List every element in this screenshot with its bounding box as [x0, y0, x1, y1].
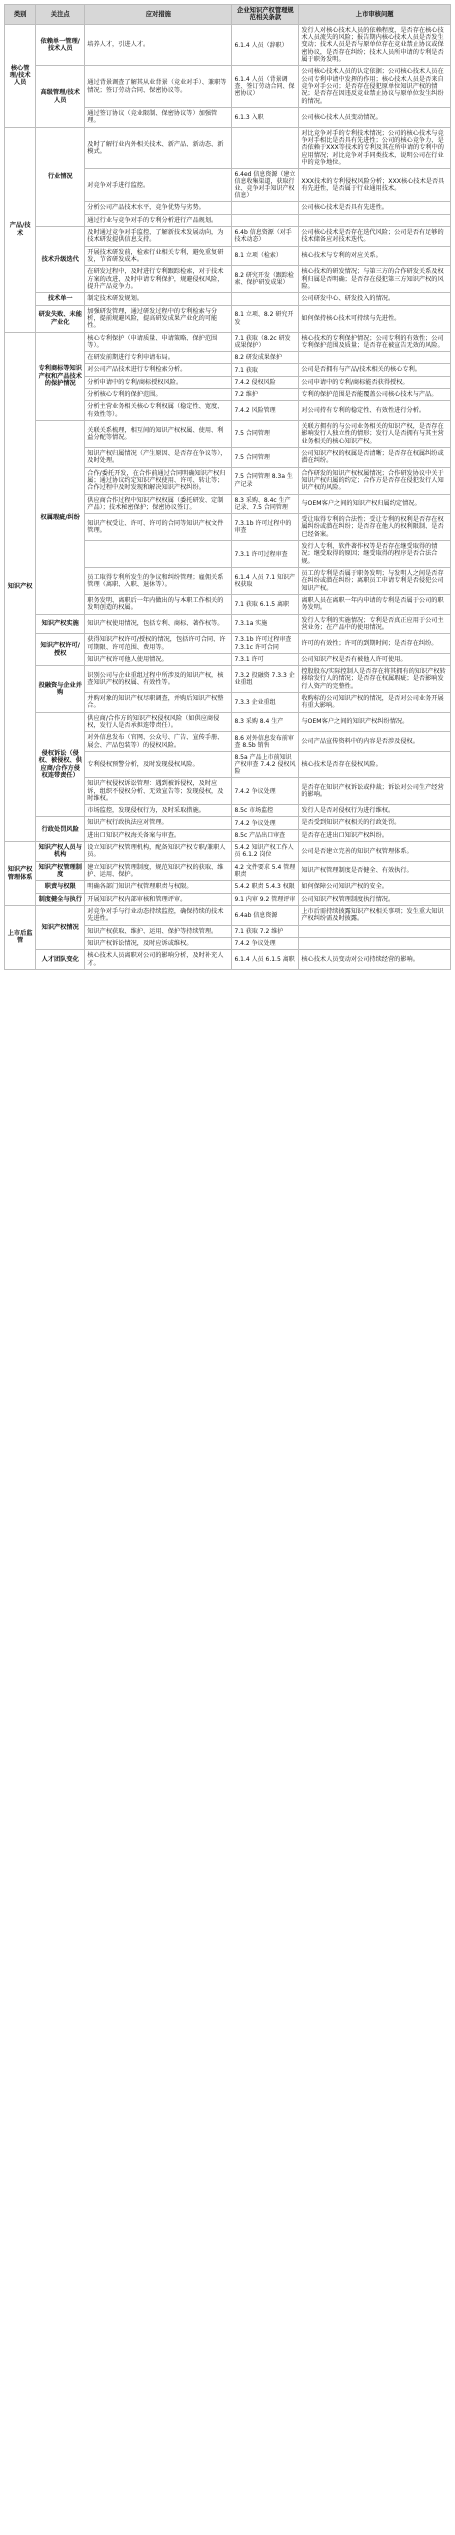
table-row — [5, 881, 451, 893]
measure-cell: 开展技术研发前，检索行业相关专利，避免重复研发，节省研发成本。 — [85, 246, 232, 266]
measure-cell: 市场监控，发现侵权行为，及时采取措施。 — [85, 805, 232, 817]
measure-cell: 供应商/合作方的知识产权侵权风险（如供应商侵权，发行人是否承担连带责任）。 — [85, 712, 232, 732]
measure-cell: 对竞争对手进行监控。 — [85, 169, 232, 202]
table-row — [5, 614, 451, 634]
table-row — [5, 66, 451, 108]
measure-cell: 合作/委托开发，在合作前通过合同明确知识产权归属；通过协议约定知识产权使用、许可、转让等；合作过程中及时发现和解决知识产权纠纷。 — [85, 467, 232, 494]
issue-cell: 如何保持核心技术可持续与先进性。 — [299, 305, 451, 332]
issue-cell: 是否存在知识产权诉讼或仲裁；诉讼对公司生产经营的影响。 — [299, 778, 451, 805]
measure-cell: 通过签订协议（竞业限制、保密协议等）加强管理。 — [85, 107, 232, 127]
measure-cell: 分析公司产品技术水平，竞争优势与劣势。 — [85, 202, 232, 214]
issue-cell: 核心技术与专利的对应关系。 — [299, 246, 451, 266]
clause-cell: 8.2 研发成果保护 — [232, 352, 299, 364]
focus-point-cell: 知识产权实施 — [36, 614, 85, 634]
clause-cell: 7.4.2 争议处理 — [232, 778, 299, 805]
category-cell: 核心管理/技术人员 — [5, 24, 36, 127]
issue-cell: 公司产品宣传资料中的内容是否涉及侵权。 — [299, 732, 451, 752]
issue-cell: 员工的专利是否属于职务发明；与发明人之间是否存在纠纷或潜在纠纷；离职员工申请专利是否侵犯公司知识产权。 — [299, 568, 451, 595]
table-row — [5, 905, 451, 925]
issue-cell: 公司是否建立完善的知识产权管理体系。 — [299, 842, 451, 862]
issue-cell: 发行人专利、软件著作权等是否存在继受取得的情况；继受取得的原因；继受取得的程序是否合法合规。 — [299, 541, 451, 568]
issue-cell: 收购标的公司知识产权的情况，是否对公司业务开展有重大影响。 — [299, 693, 451, 713]
measure-cell: 获得知识产权许可/授权的情况，包括许可合同、许可期限、许可范围、费用等。 — [85, 634, 232, 654]
measure-cell: 关联关系梳理，相互间的知识产权权属、使用、利益分配等情况。 — [85, 421, 232, 448]
clause-cell: 7.5 合同管理 8.3a 生产记录 — [232, 467, 299, 494]
issue-cell: 公司研发中心、研发投入的情况。 — [299, 293, 451, 305]
clause-cell: 5.4.2 知识产权工作人员 6.1.2 岗位 — [232, 842, 299, 862]
issue-cell: 核心技术的专利保护情况；公司专利的有效性；公司专利保护范围及质量；是否存在被宣告无效的风险。 — [299, 332, 451, 352]
measure-cell: 分析申请中的专利/商标授权风险。 — [85, 376, 232, 388]
clause-cell: 8.5c 市场监控 — [232, 805, 299, 817]
clause-cell — [232, 214, 299, 226]
measure-cell: 明确各部门知识产权管理职责与权限。 — [85, 881, 232, 893]
measure-cell: 供应商合作过程中知识产权权属（委托研发、定制产品）；技术秘密保护；保密协议签订。 — [85, 494, 232, 514]
focus-point-cell: 知识产权情况 — [36, 905, 85, 949]
issue-cell: 如何保障公司知识产权的安全。 — [299, 881, 451, 893]
issue-cell: 公司知识产权管理制度执行情况。 — [299, 893, 451, 905]
clause-cell: 7.4.2 争议处理 — [232, 937, 299, 949]
issue-cell: 核心技术人员变动对公司持续经营的影响。 — [299, 950, 451, 970]
measure-cell: 核心专利保护（申请质量、申请策略、保护范围等）。 — [85, 332, 232, 352]
focus-point-cell: 高级管理/技术人员 — [36, 66, 85, 127]
measure-cell: 设立知识产权管理机构，配备知识产权专职/兼职人员。 — [85, 842, 232, 862]
clause-cell: 7.4.2 侵权风险 — [232, 376, 299, 388]
header-measures: 应对措施 — [85, 5, 232, 25]
clause-cell: 8.5c 产品出口审查 — [232, 829, 299, 841]
clause-cell: 7.3.1 许可 — [232, 653, 299, 665]
focus-point-cell: 知识产权人员与机构 — [36, 842, 85, 862]
table-row — [5, 293, 451, 305]
header-listing-issues: 上市审核问题 — [299, 5, 451, 25]
measure-cell: 职务发明、离职后一年内做出的与本职工作相关的发明创造的权属。 — [85, 594, 232, 614]
clause-cell: 7.3.2 投融资 7.3.3 企业重组 — [232, 666, 299, 693]
measure-cell: 员工取得专利所发生的争议和纠纷管理；雇佣关系管理（离职、入职、退休等）。 — [85, 568, 232, 595]
table-row — [5, 861, 451, 881]
issue-cell: XXX技术的专利侵权风险分析；XXX核心技术是否具有先进性，是否属于行业通用技术。 — [299, 169, 451, 202]
measure-cell: 进出口知识产权海关备案与审查。 — [85, 829, 232, 841]
category-cell: 产品/技术 — [5, 127, 36, 332]
issue-cell: 许可的有效性；许可的到期时间；是否存在纠纷。 — [299, 634, 451, 654]
measure-cell — [85, 541, 232, 568]
table-row — [5, 893, 451, 905]
issue-cell: 对比竞争对手的专利技术情况；公司的核心技术与竞争对手相比是否具有先进性；公司的核心竞争力，是否依赖于XXX等技术的专利及其在所申请的专利中的应用情况；对比竞争对手同类技术，说明公司在行业中的竞争地位。 — [299, 127, 451, 169]
measure-cell: 通过背景调查了解其从业背景（竞业对手）、兼职等情况；签订劳动合同、保密协议等。 — [85, 66, 232, 108]
table-row — [5, 127, 451, 169]
table-row — [5, 950, 451, 970]
table-row — [5, 227, 451, 247]
clause-cell: 8.2 研究开发（跟踪检索、保护研发成果） — [232, 266, 299, 293]
clause-cell: 7.1 获取 — [232, 364, 299, 376]
focus-point-cell: 权属瑕疵/纠纷 — [36, 421, 85, 615]
issue-cell: 公司是否拥有与产品/技术相关的核心专利。 — [299, 364, 451, 376]
measure-cell: 分析核心专利的保护范围。 — [85, 389, 232, 401]
focus-point-cell: 研发失败、未能产业化 — [36, 305, 85, 332]
clause-cell: 8.6 对外信息发布前审查 8.5b 销售 — [232, 732, 299, 752]
issue-cell — [299, 214, 451, 226]
clause-cell: 8.1 立项（检索） — [232, 246, 299, 266]
measure-cell: 在研发前期进行专利申请布局。 — [85, 352, 232, 364]
focus-point-cell: 侵权诉讼（侵权、被侵权、供应商/合作方侵权连带责任） — [36, 712, 85, 817]
clause-cell: 7.4.2 争议处理 — [232, 817, 299, 829]
table-row — [5, 666, 451, 693]
clause-cell: 8.3 采购 8.4 生产 — [232, 712, 299, 732]
table-header — [5, 5, 451, 25]
table-row — [5, 817, 451, 829]
measure-cell: 知识产权侵权诉讼管理：遇到被诉侵权，及时应诉，组织不侵权分析、无效宣告等；发现侵权，及时维权。 — [85, 778, 232, 805]
clause-cell: 7.3.1 许可过程审查 — [232, 541, 299, 568]
clause-cell: 6.4ab 信息资源 — [232, 905, 299, 925]
clause-cell: 7.5 合同管理 — [232, 421, 299, 448]
focus-point-cell: 制度健全与执行 — [36, 893, 85, 905]
table-row — [5, 842, 451, 862]
issue-cell: 公司知识产权的权属是否清晰；是否存在权属纠纷或潜在纠纷。 — [299, 447, 451, 467]
clause-cell: 8.1 立项、8.2 研究开发 — [232, 305, 299, 332]
category-cell: 上市后监管 — [5, 905, 36, 969]
clause-cell: 4.2 文件要求 5.4 管理职责 — [232, 861, 299, 881]
issue-cell: 核心技术是否存在侵权风险。 — [299, 751, 451, 777]
issue-cell: 发行人对核心技术人员的依赖程度，是否存在核心技术人员流失的风险；报告期内核心技术人员是否发生变动；技术人员是否与原单位存在竞业禁止协议或保密协议，是否存在纠纷；技术人员所申请的专利是否属于职务发明。 — [299, 24, 451, 66]
header-clauses: 企业知识产权管理规范相关条款 — [232, 5, 299, 25]
measure-cell: 通过行业与竞争对手的专利分析进行产品规划。 — [85, 214, 232, 226]
clause-cell: 6.1.4 人员（背景调查、签订劳动合同、保密协议） — [232, 66, 299, 108]
clause-cell: 7.5 合同管理 — [232, 447, 299, 467]
issue-cell: 知识产权管理制度是否健全、有效执行。 — [299, 861, 451, 881]
clause-cell: 7.2 维护 — [232, 389, 299, 401]
measure-cell: 对竞争对手与行业动态持续监控，确保持续的技术先进性。 — [85, 905, 232, 925]
issue-cell: 是否受到知识产权相关的行政处罚。 — [299, 817, 451, 829]
measure-cell: 知识产权许可他人使用情况。 — [85, 653, 232, 665]
table-row — [5, 421, 451, 448]
table-row — [5, 712, 451, 732]
focus-point-cell: 知识产权许可/授权 — [36, 634, 85, 666]
measure-cell: 加强研发管理，通过研发过程中的专利检索与分析，提前规避风险，提高研发成果产业化的可能性。 — [85, 305, 232, 332]
issue-cell: 核心技术的研发情况；与第三方的合作研发关系及权利归属是否明确；是否存在侵犯第三方知识产权的风险。 — [299, 266, 451, 293]
focus-point-cell: 依赖单一管理/技术人员 — [36, 24, 85, 66]
clause-cell: 6.1.4 人员 6.1.5 离职 — [232, 950, 299, 970]
issue-cell: 与OEM客户之间的知识产权纠纷情况。 — [299, 712, 451, 732]
measure-cell: 识别公司与企业重组过程中所涉及的知识产权，核查知识产权的权属、有效性等。 — [85, 666, 232, 693]
focus-point-cell: 人才团队变化 — [36, 950, 85, 970]
measure-cell: 培养人才，引进人才。 — [85, 24, 232, 66]
issue-cell: 对公司持有专利的稳定性、有效性进行分析。 — [299, 401, 451, 421]
category-cell: 知识产权管理体系 — [5, 842, 36, 906]
issue-cell: 离职人员在离职一年内申请的专利是否属于公司的职务发明。 — [299, 594, 451, 614]
issue-cell — [299, 352, 451, 364]
clause-cell: 8.3 采购、8.4c 生产记录、7.5 合同管理 — [232, 494, 299, 514]
clause-cell: 6.1.4 人员 7.1 知识产权获取 — [232, 568, 299, 595]
focus-point-cell: 行业情况 — [36, 127, 85, 227]
measure-cell: 对外信息发布（官网、公众号、广告、宣传手册、展会、产品包装等）的侵权风险。 — [85, 732, 232, 752]
issue-cell: 发行人专利的实施情况；专利是否真正应用于公司主营业务；在产品中的使用情况。 — [299, 614, 451, 634]
header-focus-point: 关注点 — [36, 5, 85, 25]
clause-cell: 7.3.3 企业重组 — [232, 693, 299, 713]
category-cell: 知识产权 — [5, 332, 36, 842]
issue-cell: 公司核心技术是否存在迭代风险；公司是否有足够的技术储备应对技术迭代。 — [299, 227, 451, 247]
focus-point-cell: 职责与权限 — [36, 881, 85, 893]
issue-cell: 与OEM客户之间的知识产权归属约定情况。 — [299, 494, 451, 514]
focus-point-cell: 投融资与企业并购 — [36, 666, 85, 713]
measure-cell: 制定技术研发规划。 — [85, 293, 232, 305]
clause-cell — [232, 127, 299, 169]
clause-cell: 6.4ed 信息资源（建立信息收集渠道，获取行业、竞争对手知识产权信息） — [232, 169, 299, 202]
issue-cell: 受让取得专利的合法性；受让专利的权利是否存在权属纠纷或潜在纠纷；是否存在他人的权利限制、是否已经备案。 — [299, 514, 451, 541]
table-body — [5, 24, 451, 969]
clause-cell: 9.1 内审 9.2 管理评审 — [232, 893, 299, 905]
issue-cell: 公司核心技术是否具有先进性。 — [299, 202, 451, 214]
issue-cell: 关联方拥有的与公司业务相关的知识产权，是否存在影响发行人独立性的情形；发行人是否拥有与其主营业务相关的核心知识产权。 — [299, 421, 451, 448]
clause-cell — [232, 293, 299, 305]
measure-cell: 专利侵权预警分析，及时发现侵权风险。 — [85, 751, 232, 777]
measure-cell: 在研发过程中，及时进行专利跟踪检索，对于技术方案的改进，及时申请专利保护，规避侵权风险，提升产品竞争力。 — [85, 266, 232, 293]
measure-cell: 知识产权行政执法应对管理。 — [85, 817, 232, 829]
clause-cell: 7.3.1b 许可过程中的审查 — [232, 514, 299, 541]
issue-cell: 合作研发的知识产权权属情况；合作研发协议中关于知识产权归属的约定；合作方是否存在侵犯发行人知识产权的风险。 — [299, 467, 451, 494]
clause-cell: 7.1 获取（8.2c 研发成果保护） — [232, 332, 299, 352]
issue-cell: 公司申请中的专利/商标能否获得授权。 — [299, 376, 451, 388]
measure-cell: 知识产权诉讼情况，及时应诉或维权。 — [85, 937, 232, 949]
clause-cell: 7.3.1a 实施 — [232, 614, 299, 634]
table-row — [5, 24, 451, 66]
measure-cell: 及时通过竞争对手监控，了解新技术发展动向，为技术研发提供信息支持。 — [85, 227, 232, 247]
ip-risk-table — [4, 4, 451, 970]
issue-cell — [299, 937, 451, 949]
measure-cell: 对公司产品技术进行专利检索分析。 — [85, 364, 232, 376]
issue-cell: 公司核心技术人员变动情况。 — [299, 107, 451, 127]
measure-cell: 知识产权归属情况（产生原因、是否存在争议等），及时处理。 — [85, 447, 232, 467]
clause-cell: 8.5a 产品上市前知识产权审查 7.4.2 侵权风险 — [232, 751, 299, 777]
focus-point-cell: 行政处罚风险 — [36, 817, 85, 842]
measure-cell: 知识产权使用情况，包括专利、商标、著作权等。 — [85, 614, 232, 634]
focus-point-cell: 知识产权管理制度 — [36, 861, 85, 881]
clause-cell: 7.3.1b 许可过程审查 7.3.1c 许可合同 — [232, 634, 299, 654]
measure-cell: 核心技术人员离职对公司的影响分析，及时补充人才。 — [85, 950, 232, 970]
clause-cell — [232, 202, 299, 214]
header-category: 类别 — [5, 5, 36, 25]
issue-cell: 公司知识产权是否有被他人许可使用。 — [299, 653, 451, 665]
issue-cell — [299, 925, 451, 937]
measure-cell: 及时了解行业内外相关技术、新产品、新动态、新模式。 — [85, 127, 232, 169]
focus-point-cell: 技术升级迭代 — [36, 227, 85, 293]
table-row — [5, 332, 451, 352]
issue-cell: 上市后需持续披露知识产权相关事项；发生重大知识产权纠纷需及时披露。 — [299, 905, 451, 925]
issue-cell: 公司核心技术人员的认定依据；公司核心技术人员在公司专利申请中发挥的作用；核心技术人员是否来自竞争对手公司；是否存在侵犯原单位知识产权的情况；是否存在因违反竞业禁止协议与原单位发生纠纷的情况。 — [299, 66, 451, 108]
issue-cell: 专利的保护范围是否能覆盖公司核心技术与产品。 — [299, 389, 451, 401]
clause-cell: 7.4.2 风险管理 — [232, 401, 299, 421]
measure-cell: 开展知识产权内部审核和管理评审。 — [85, 893, 232, 905]
measure-cell: 知识产权获取、维护、运用、保护等持续管理。 — [85, 925, 232, 937]
issue-cell: 控股股东/实际控制人是否存在将其拥有的知识产权转移给发行人的情况；是否存在权属瑕疵；是否影响发行人资产的完整性。 — [299, 666, 451, 693]
focus-point-cell: 专利商标等知识产权和产品技术的保护情况 — [36, 332, 85, 421]
clause-cell: 6.4b 信息资源（对手技术动态） — [232, 227, 299, 247]
clause-cell: 7.1 获取 7.2 维护 — [232, 925, 299, 937]
measure-cell: 知识产权受让、许可、许可的合同等知识产权文件管理。 — [85, 514, 232, 541]
measure-cell: 分析主营业务相关核心专利权属（稳定性、宽度、有效性等）。 — [85, 401, 232, 421]
focus-point-cell: 技术单一 — [36, 293, 85, 305]
issue-cell: 是否存在进出口知识产权纠纷。 — [299, 829, 451, 841]
clause-cell: 5.4.2 职责 5.4.3 权限 — [232, 881, 299, 893]
issue-cell: 发行人是否对侵权行为进行维权。 — [299, 805, 451, 817]
clause-cell: 6.1.3 入职 — [232, 107, 299, 127]
table-row — [5, 634, 451, 654]
clause-cell: 7.1 获取 6.1.5 离职 — [232, 594, 299, 614]
measure-cell: 并购对象的知识产权尽职调查，并购后知识产权整合。 — [85, 693, 232, 713]
measure-cell: 建立知识产权管理制度，规范知识产权的获取、维护、运用、保护。 — [85, 861, 232, 881]
clause-cell: 6.1.4 人员（辞职） — [232, 24, 299, 66]
table-row — [5, 305, 451, 332]
